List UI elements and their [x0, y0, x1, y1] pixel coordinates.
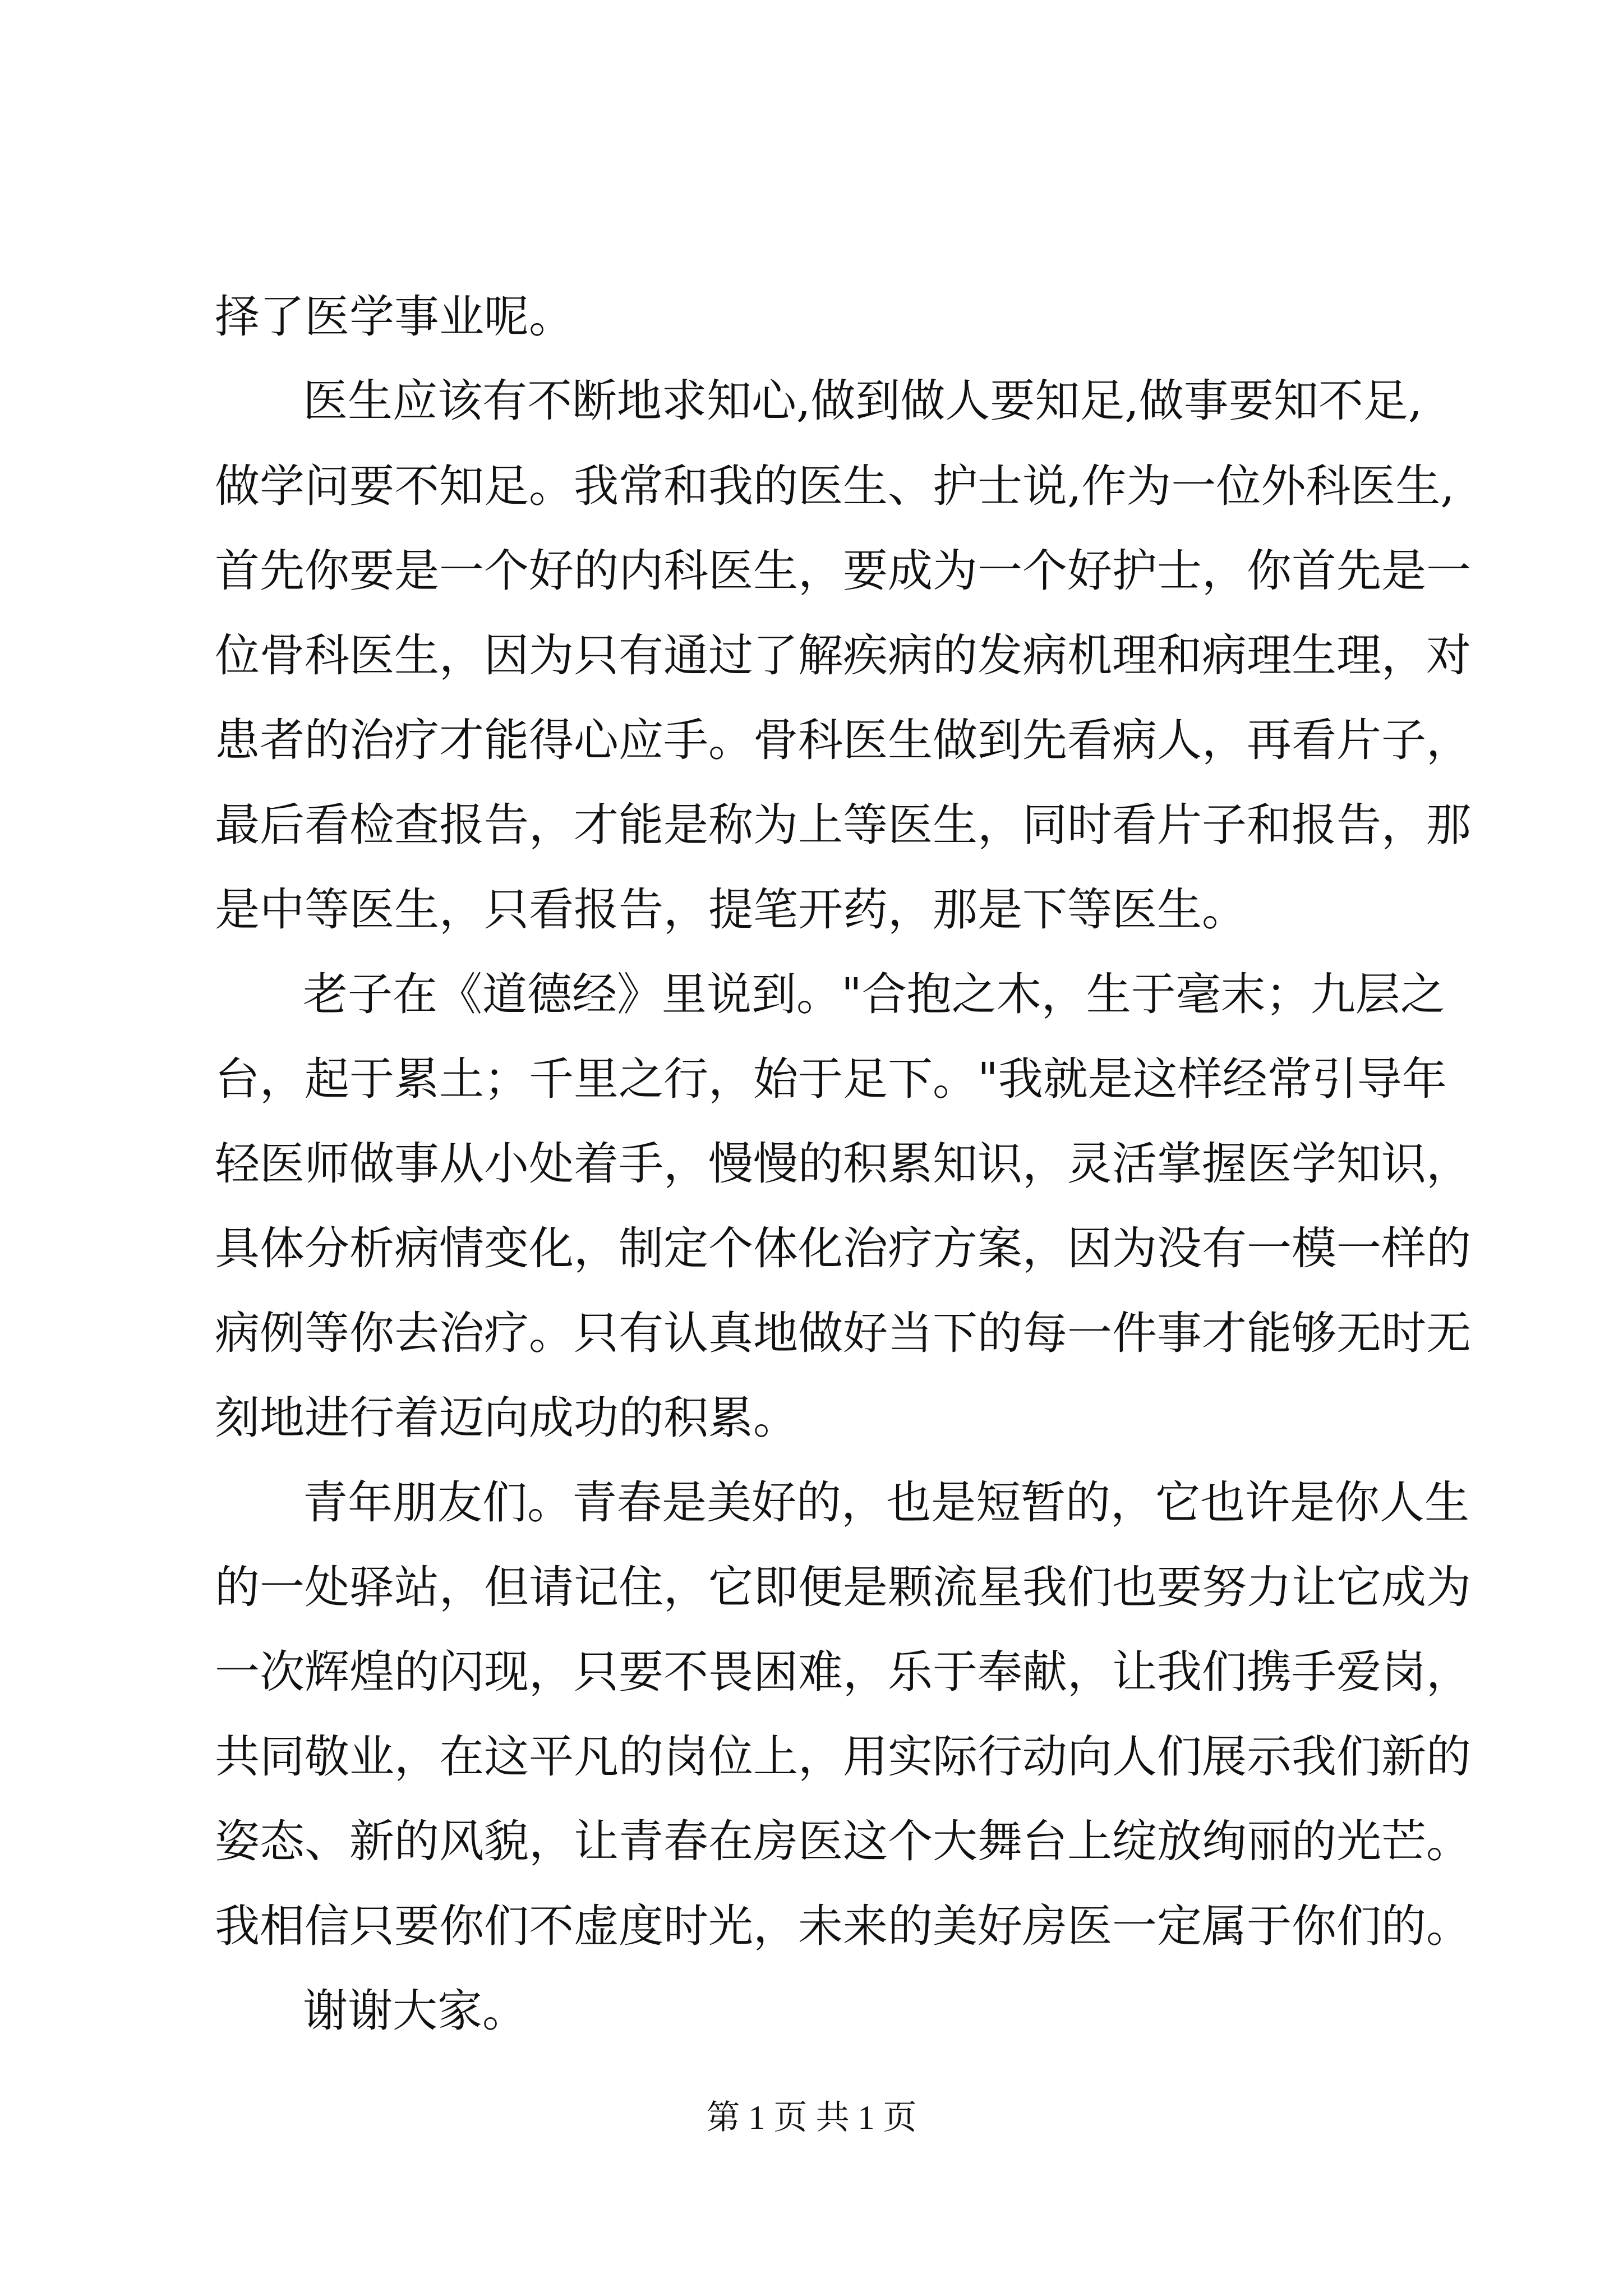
paragraph-first-line: 老子在《道德经》里说到。"合抱之木，生于毫末；九层之	[303, 968, 1445, 1020]
text-line: 一次辉煌的闪现，只要不畏困难，乐于奉献，让我们携手爱岗，	[215, 1646, 1471, 1698]
text-line: 是中等医生，只看报告，提笔开药，那是下等医生。	[215, 884, 1247, 936]
text-line: 的一处驿站，但请记住，它即便是颗流星我们也要努力让它成为	[215, 1561, 1471, 1613]
text-line: 台，起于累土；千里之行，始于足下。"我就是这样经常引导年	[215, 1053, 1447, 1105]
text-line: 患者的治疗才能得心应手。骨科医生做到先看病人，再看片子，	[215, 714, 1471, 766]
text-line: 做学问要不知足。我常和我的医生、护士说,作为一位外科医生,	[215, 460, 1455, 512]
paragraph-first-line: 谢谢大家。	[303, 1985, 527, 2037]
text-line: 最后看检查报告，才能是称为上等医生，同时看片子和报告，那	[215, 799, 1471, 851]
page-footer: 第 1 页 共 1 页	[706, 2099, 917, 2136]
text-line: 刻地进行着迈向成功的积累。	[215, 1392, 798, 1444]
text-line: 病例等你去治疗。只有认真地做好当下的每一件事才能够无时无	[215, 1307, 1471, 1359]
text-line: 择了医学事业呢。	[215, 291, 574, 343]
paragraph-first-line: 青年朋友们。青春是美好的，也是短暂的，它也许是你人生	[303, 1476, 1469, 1529]
text-line: 具体分析病情变化，制定个体化治疗方案，因为没有一模一样的	[215, 1222, 1471, 1274]
text-line: 首先你要是一个好的内科医生，要成为一个好护士，你首先是一	[215, 545, 1471, 597]
text-line: 共同敬业，在这平凡的岗位上，用实际行动向人们展示我们新的	[215, 1731, 1471, 1783]
paragraph-first-line: 医生应该有不断地求知心,做到做人要知足,做事要知不足,	[303, 375, 1423, 427]
text-line: 姿态、新的风貌，让青春在房医这个大舞台上绽放绚丽的光芒。	[215, 1815, 1471, 1867]
text-line: 轻医师做事从小处着手，慢慢的积累知识，灵活掌握医学知识，	[215, 1138, 1471, 1190]
text-line: 我相信只要你们不虚度时光，未来的美好房医一定属于你们的。	[215, 1900, 1471, 1952]
text-line: 位骨科医生，因为只有通过了解疾病的发病机理和病理生理，对	[215, 629, 1471, 682]
